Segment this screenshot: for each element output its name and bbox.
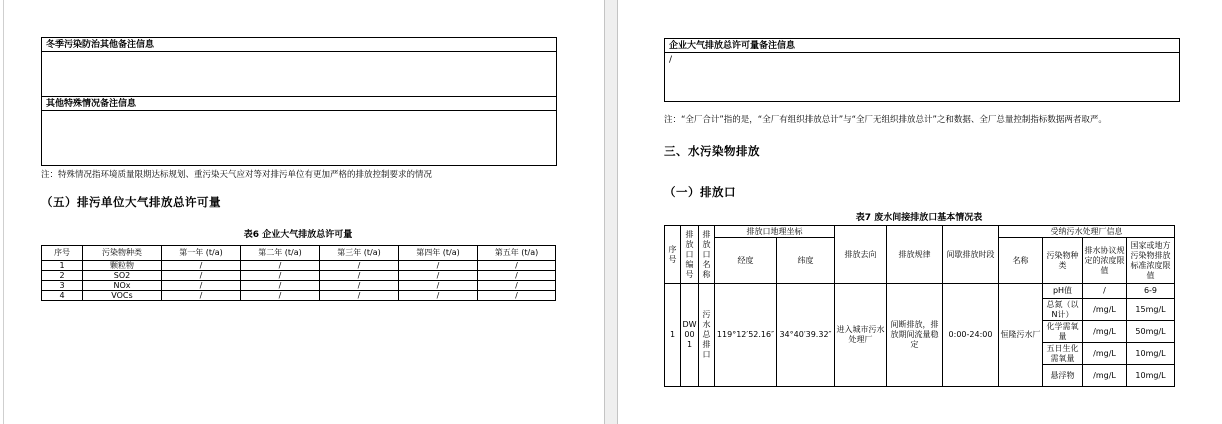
table7-header-standard-limit: 国家或地方污染物排放标准浓度限值 bbox=[1127, 238, 1175, 284]
table6-cell: 3 bbox=[42, 281, 83, 291]
table7-wastewater-outfall bbox=[664, 225, 1175, 387]
table6-cell: / bbox=[320, 271, 399, 281]
table6-cell: 颗粒物 bbox=[83, 261, 162, 271]
table6-header-pollutant: 污染物种类 bbox=[83, 246, 162, 261]
table7-header-pollutant-type: 污染物种类 bbox=[1043, 238, 1083, 284]
table7-header-index: 序号 bbox=[665, 226, 681, 284]
table6-cell: / bbox=[162, 291, 241, 301]
page-gap bbox=[604, 0, 618, 424]
table6-cell: 1 bbox=[42, 261, 83, 271]
table7-cell-pollutant: pH值 bbox=[1043, 284, 1083, 299]
page-right-content bbox=[618, 0, 1222, 387]
table6-row bbox=[42, 291, 556, 301]
winter-remarks-content bbox=[42, 52, 556, 96]
table6-cell: / bbox=[162, 261, 241, 271]
table6-cell: / bbox=[241, 281, 320, 291]
page-right bbox=[618, 0, 1222, 424]
table7-cell-standard-limit: 10mg/L bbox=[1127, 365, 1175, 387]
table6-cell: 4 bbox=[42, 291, 83, 301]
special-remarks-box bbox=[41, 96, 557, 166]
table7-cell-pollutant: 化学需氧量 bbox=[1043, 321, 1083, 343]
table6-cell: / bbox=[320, 261, 399, 271]
table7-cell-index: 1 bbox=[665, 284, 681, 387]
table6-cell: 2 bbox=[42, 271, 83, 281]
table7-header-pattern: 排放规律 bbox=[887, 226, 943, 284]
table7-header-agreement-limit: 排水协议规定的浓度限值 bbox=[1083, 238, 1127, 284]
table6-cell: / bbox=[241, 271, 320, 281]
table6-cell: NOx bbox=[83, 281, 162, 291]
table7-cell-standard-limit: 6-9 bbox=[1127, 284, 1175, 299]
table6-cell: SO2 bbox=[83, 271, 162, 281]
table6-air-total-permit bbox=[41, 245, 556, 301]
table6-header-row bbox=[42, 246, 556, 261]
winter-remarks-box bbox=[41, 37, 557, 97]
table7-cell-agreement-limit: /mg/L bbox=[1083, 343, 1127, 365]
table7-cell-agreement-limit: / bbox=[1083, 284, 1127, 299]
table7-header-latitude: 纬度 bbox=[777, 238, 835, 284]
table6-header-index: 序号 bbox=[42, 246, 83, 261]
table7-cell-longitude: 119°12′52.16″ bbox=[715, 284, 777, 387]
air-total-remarks-title: 企业大气排放总许可量备注信息 bbox=[665, 39, 1179, 53]
table7-cell-agreement-limit: /mg/L bbox=[1083, 299, 1127, 321]
table7-header-intermittent-period: 间歇排放时段 bbox=[943, 226, 999, 284]
left-page-edge bbox=[3, 0, 4, 424]
section-title-water: 三、水污染物排放 bbox=[664, 144, 760, 158]
table7-header-receiving-plant-info: 受纳污水处理厂信息 bbox=[999, 226, 1175, 238]
table7-cell-latitude: 34°40′39.32″ bbox=[777, 284, 835, 387]
table6-cell: / bbox=[162, 281, 241, 291]
table6-cell: / bbox=[320, 281, 399, 291]
special-remarks-title: 其他特殊情况备注信息 bbox=[42, 97, 556, 111]
table6-cell: / bbox=[320, 291, 399, 301]
table6-cell: / bbox=[241, 291, 320, 301]
special-case-note: 注：特殊情况指环境质量限期达标规划、重污染天气应对等对排污单位有更加严格的排放控制要求的情况 bbox=[41, 170, 433, 180]
table6-cell: / bbox=[399, 271, 478, 281]
plant-total-note: 注：“全厂合计”指的是，“全厂有组织排放总计”与“全厂无组织排放总计”之和数据、全厂总量控制指标数据两者取严。 bbox=[664, 115, 1107, 125]
table7-cell-destination: 进入城市污水处理厂 bbox=[835, 284, 887, 387]
table7-cell-intermittent-period: 0:00-24:00 bbox=[943, 284, 999, 387]
table7-cell-pattern: 间断排放，排放期间流量稳定 bbox=[887, 284, 943, 387]
table6-cell: VOCs bbox=[83, 291, 162, 301]
table7-cell-standard-limit: 10mg/L bbox=[1127, 343, 1175, 365]
table7-cell-pollutant: 五日生化需氧量 bbox=[1043, 343, 1083, 365]
table7-header-coordinates: 排放口地理坐标 bbox=[715, 226, 835, 238]
table6-header-year5: 第五年 (t/a) bbox=[478, 246, 556, 261]
table6-cell: / bbox=[478, 281, 556, 291]
table6-cell: / bbox=[399, 291, 478, 301]
table6-cell: / bbox=[162, 271, 241, 281]
table7-cell-pollutant: 悬浮物 bbox=[1043, 365, 1083, 387]
table6-row bbox=[42, 261, 556, 271]
table6-cell: / bbox=[478, 261, 556, 271]
winter-remarks-title: 冬季污染防治其他备注信息 bbox=[42, 38, 556, 52]
table7-data-row bbox=[665, 284, 1175, 299]
page-left-content bbox=[0, 0, 604, 301]
table7-header-longitude: 经度 bbox=[715, 238, 777, 284]
table6-caption: 表6 企业大气排放总许可量 bbox=[243, 230, 353, 240]
table6-row bbox=[42, 271, 556, 281]
table6-cell: / bbox=[478, 271, 556, 281]
page-left bbox=[0, 0, 604, 424]
table7-header-destination: 排放去向 bbox=[835, 226, 887, 284]
air-total-remarks-content: / bbox=[669, 55, 673, 65]
air-total-remarks-box bbox=[664, 38, 1180, 102]
table7-cell-pollutant: 总氮（以N计） bbox=[1043, 299, 1083, 321]
table7-cell-agreement-limit: /mg/L bbox=[1083, 365, 1127, 387]
table7-cell-plant-name: 恒隆污水厂 bbox=[999, 284, 1043, 387]
table7-cell-outfall-code: DW001 bbox=[681, 284, 699, 387]
table6-cell: / bbox=[241, 261, 320, 271]
special-remarks-content bbox=[42, 111, 556, 165]
subsection-title-outfall: （一）排放口 bbox=[664, 185, 736, 199]
table6-header-year4: 第四年 (t/a) bbox=[399, 246, 478, 261]
table6-row bbox=[42, 281, 556, 291]
table7-header-outfall-code: 排放口编号 bbox=[681, 226, 699, 284]
table6-cell: / bbox=[478, 291, 556, 301]
table6-header-year1: 第一年 (t/a) bbox=[162, 246, 241, 261]
table7-group-header-row bbox=[665, 226, 1175, 238]
table7-cell-outfall-name: 污水总排口 bbox=[699, 284, 715, 387]
table7-header-outfall-name: 排放口名称 bbox=[699, 226, 715, 284]
table7-caption: 表7 废水间接排放口基本情况表 bbox=[855, 213, 983, 223]
table7-cell-agreement-limit: /mg/L bbox=[1083, 321, 1127, 343]
table6-header-year3: 第三年 (t/a) bbox=[320, 246, 399, 261]
table7-header-plant-name: 名称 bbox=[999, 238, 1043, 284]
table6-cell: / bbox=[399, 261, 478, 271]
table7-cell-standard-limit: 15mg/L bbox=[1127, 299, 1175, 321]
table7-cell-standard-limit: 50mg/L bbox=[1127, 321, 1175, 343]
section-title-air-total: （五）排污单位大气排放总许可量 bbox=[41, 195, 221, 209]
table6-cell: / bbox=[399, 281, 478, 291]
table6-header-year2: 第二年 (t/a) bbox=[241, 246, 320, 261]
